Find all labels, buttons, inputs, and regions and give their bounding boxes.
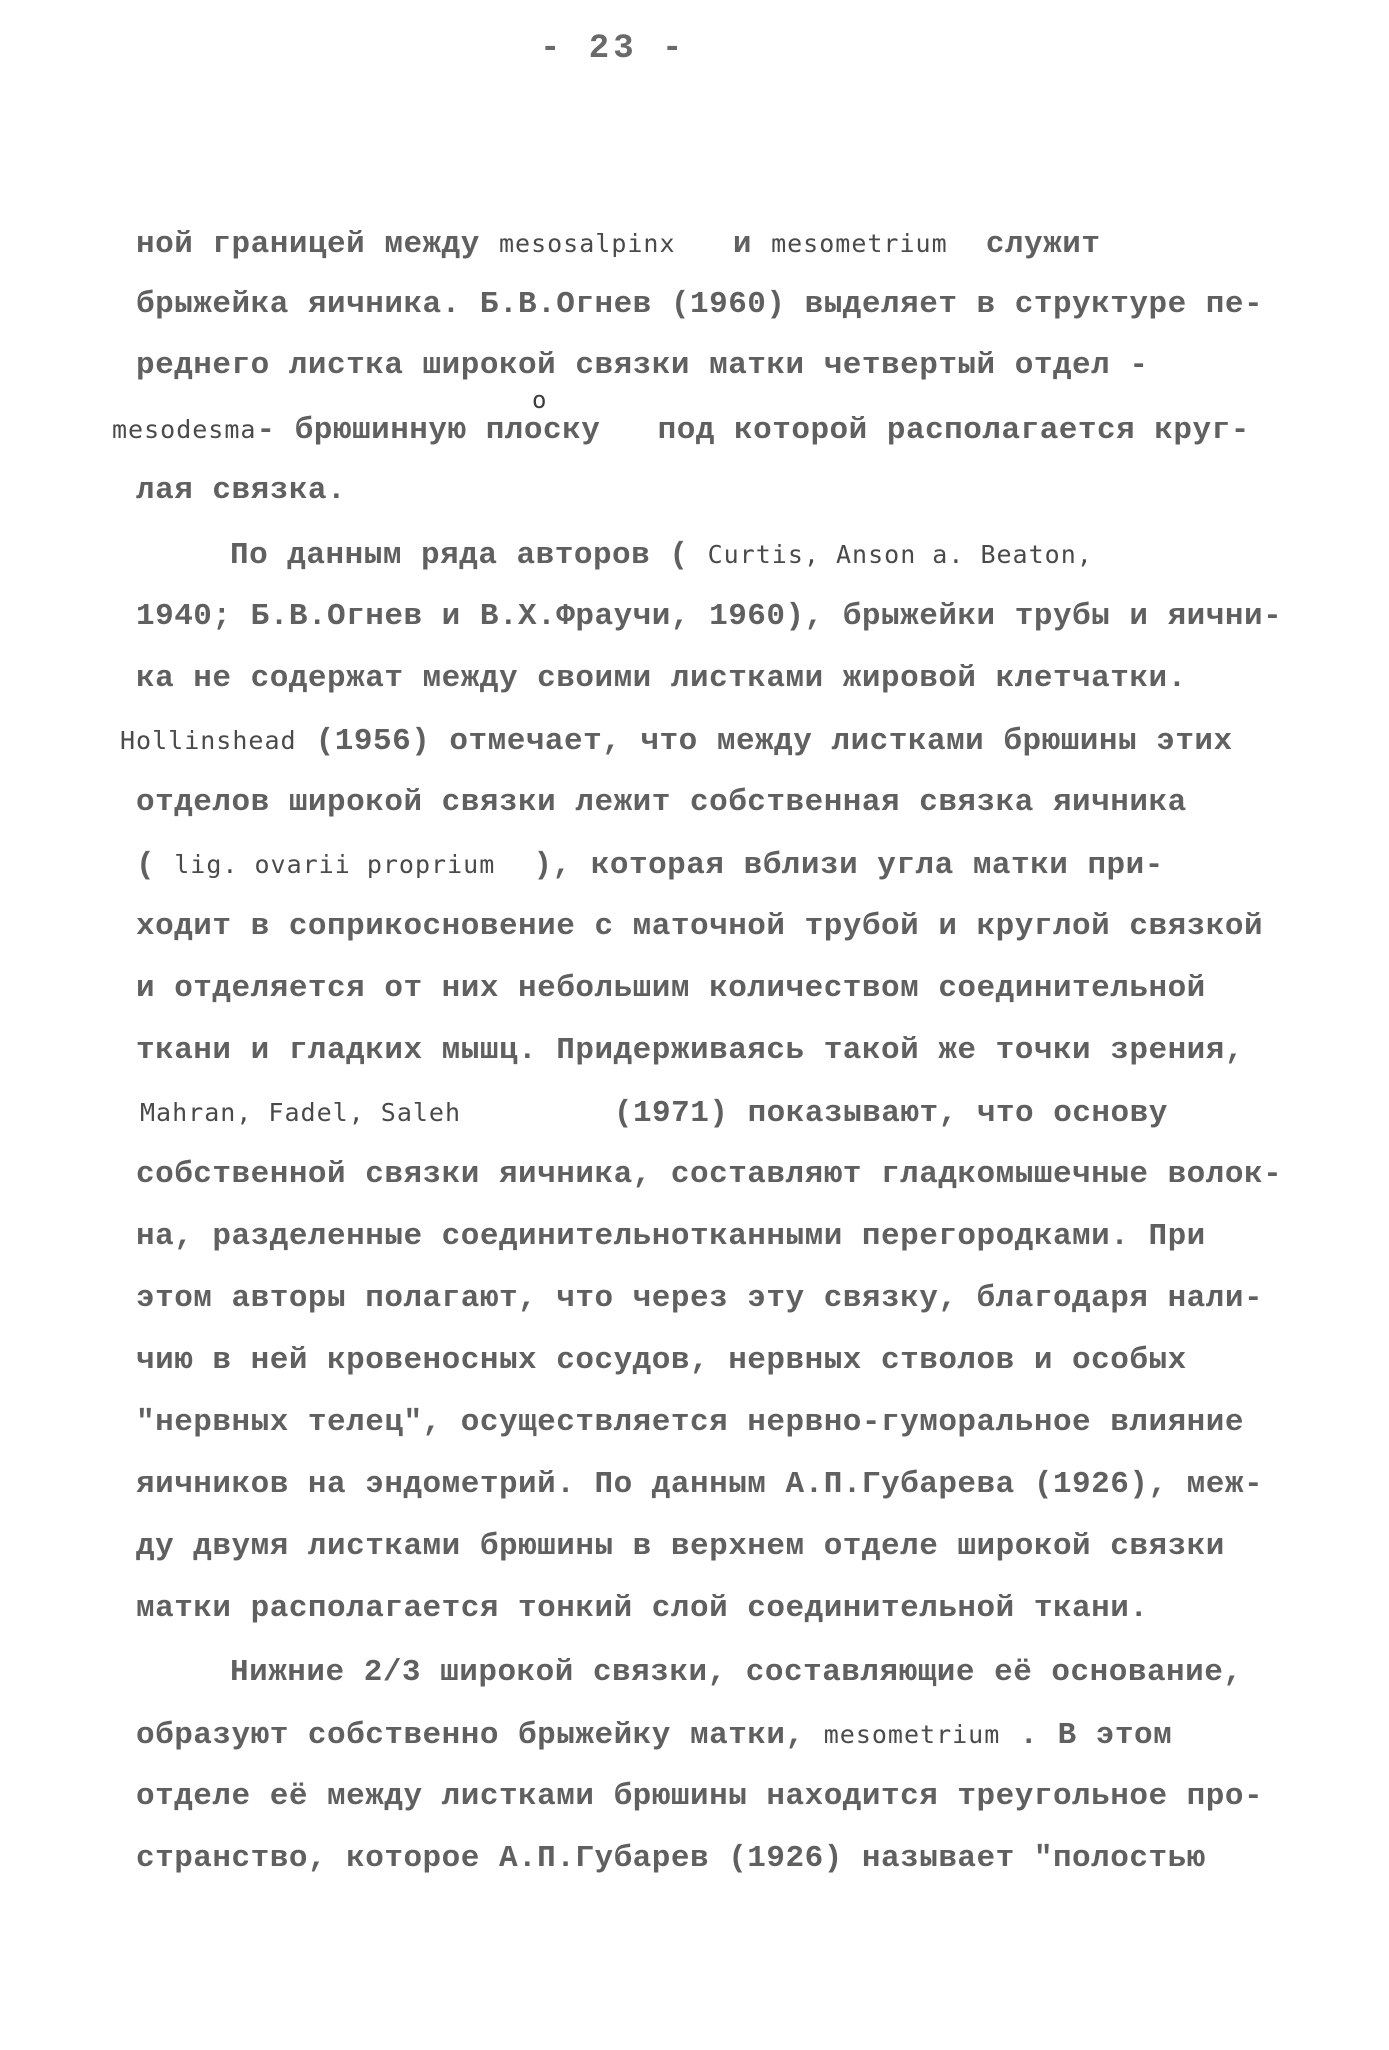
text-segment: этом авторы полагают, что через эту связку, благодаря нали- (136, 1281, 1264, 1316)
page-number: - 23 - (540, 30, 687, 68)
text-line (136, 1217, 1206, 1257)
text-line (136, 471, 346, 511)
text-line (136, 969, 1206, 1009)
degree-mark: o (532, 386, 547, 414)
text-line (136, 346, 1148, 386)
latin-term: Mahran, Fadel, Saleh (140, 1098, 462, 1127)
text-line (136, 907, 1263, 947)
text-segment: ка не содержат между своими листками жировой клетчатки. (136, 661, 1187, 696)
latin-term: mesometrium (823, 1720, 1001, 1749)
text-line (136, 1777, 1263, 1817)
text-line (136, 1839, 1206, 1879)
text-segment: - брюшинную плоску под которой располагается круг- (256, 413, 1250, 448)
text-segment: и отделяется от них небольшим количеством соединительной (136, 971, 1206, 1006)
latin-term: mesometrium (771, 229, 948, 258)
text-line (136, 659, 1187, 699)
latin-term: Hollinshead (120, 726, 297, 755)
text-segment: ду двумя листками брюшины в верхнем отделе широкой связки (136, 1529, 1225, 1564)
text-segment: (1971) показывают, что основу (461, 1096, 1168, 1131)
text-line (136, 1527, 1225, 1567)
text-segment: "нервных телец", осуществляется нервно-гуморальное влияние (136, 1405, 1244, 1440)
text-segment: ), которая вблизи угла матки при- (495, 848, 1164, 883)
text-line (140, 1093, 1168, 1134)
text-line (120, 721, 1233, 762)
text-line (136, 285, 1263, 325)
latin-term: Curtis, Anson a. Beaton, (707, 540, 1093, 569)
text-line (136, 1341, 1187, 1381)
text-segment: 1940; Б.В.Огнев и В.Х.Фраучи, 1960), брыжейки трубы и яични- (136, 599, 1283, 634)
text-segment: на, разделенные соединительнотканными перегородками. При (136, 1219, 1206, 1254)
text-line (136, 845, 1164, 886)
text-segment: отделов широкой связки лежит собственная связка яичника (136, 785, 1187, 820)
text-segment: служит (947, 227, 1101, 262)
text-segment: странство, которое А.П.Губарев (1926) называет "полостью (136, 1841, 1206, 1876)
text-line (112, 410, 1250, 451)
text-segment: Нижние 2/3 широкой связки, составляющие её основание, (230, 1655, 1243, 1690)
text-segment: брыжейка яичника. Б.В.Огнев (1960) выделяет в структуре пе- (136, 287, 1264, 322)
text-line (230, 1653, 1242, 1693)
text-line (136, 597, 1282, 637)
text-line (136, 1589, 1148, 1629)
text-segment: По данным ряда авторов ( (230, 538, 708, 573)
text-segment: собственной связки яичника, составляют гладкомышечные волок- (136, 1157, 1283, 1192)
latin-term: mesosalpinx (498, 229, 676, 258)
text-segment: чию в ней кровеносных сосудов, нервных стволов и особых (136, 1343, 1187, 1378)
text-segment: (1956) отмечает, что между листками брюшины этих (296, 724, 1233, 759)
text-segment: яичников на эндометрий. По данным А.П.Губарева (1926), меж- (136, 1467, 1264, 1502)
text-line (136, 1031, 1244, 1071)
text-segment: отделе её между листками брюшины находится треугольное про- (136, 1779, 1264, 1814)
text-line (136, 1715, 1172, 1756)
text-segment: ткани и гладких мышц. Придерживаясь такой же точки зрения, (136, 1033, 1244, 1068)
text-line (136, 1465, 1263, 1505)
text-segment: ( (136, 848, 175, 883)
text-segment: образуют собственно брыжейку матки, (136, 1718, 824, 1753)
text-line (136, 224, 1100, 265)
text-segment: . В этом (1000, 1718, 1173, 1753)
latin-term: lig. ovarii proprium (174, 850, 496, 879)
text-segment: ходит в соприкосновение с маточной трубой и круглой связкой (136, 909, 1264, 944)
latin-term: mesodesma (112, 415, 257, 444)
text-line (230, 535, 1093, 576)
text-segment: реднего листка широкой связки матки четвертый отдел - (136, 348, 1149, 383)
text-segment: и (675, 227, 772, 262)
text-line (136, 1403, 1244, 1443)
text-line (136, 783, 1187, 823)
text-segment: лая связка. (136, 473, 347, 508)
text-line (136, 1155, 1282, 1195)
text-segment: ной границей между (136, 227, 499, 262)
text-segment: матки располагается тонкий слой соединительной ткани. (136, 1591, 1149, 1626)
text-line (136, 1279, 1263, 1319)
